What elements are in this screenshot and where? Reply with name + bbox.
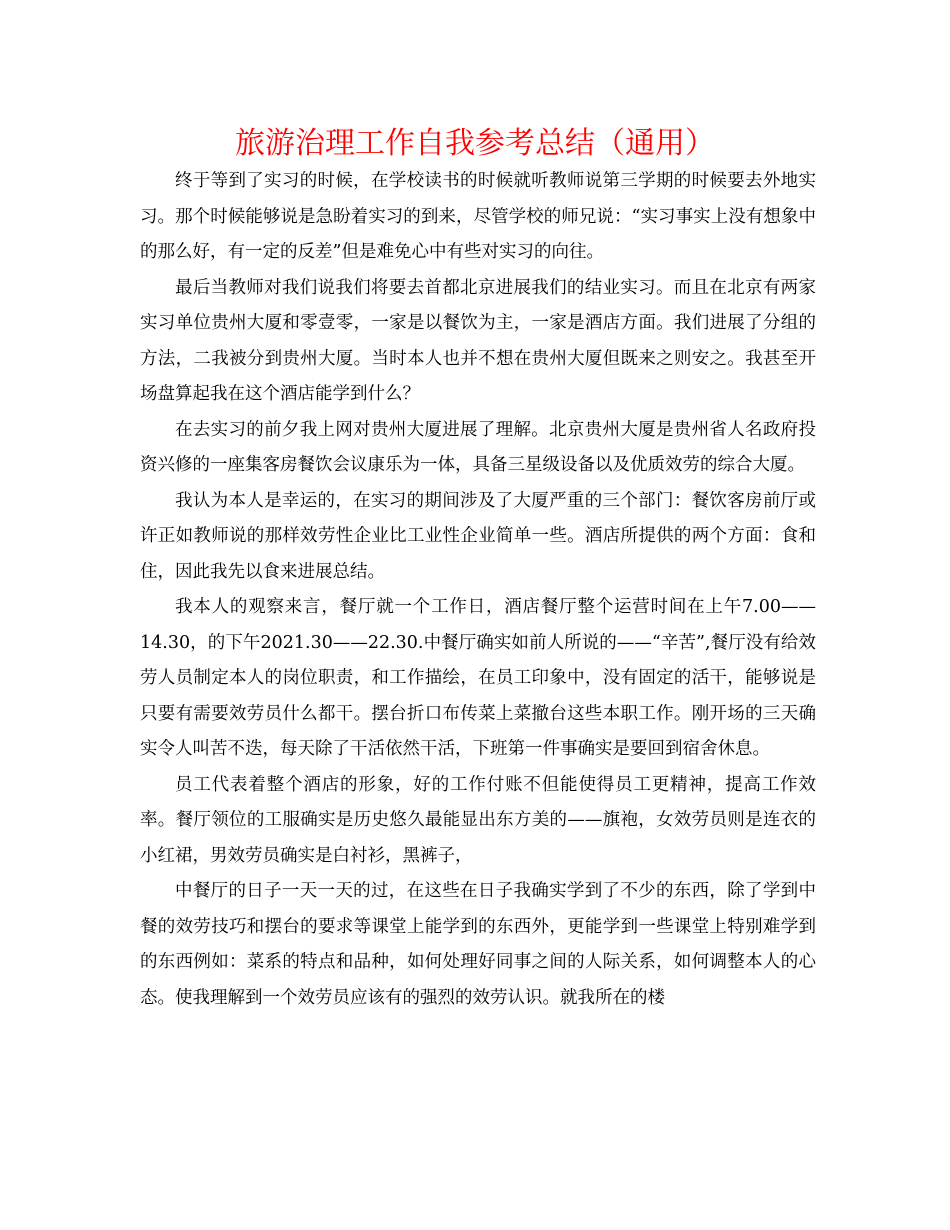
paragraph: 我认为本人是幸运的，在实习的期间涉及了大厦严重的三个部门：餐饮客房前厅或许正如教师说的那样效劳性企业比工业性企业简单一些。酒店所提供的两个方面：食和住，因此我先以食来进展总结。: [140, 490, 816, 582]
paragraph: 在去实习的前夕我上网对贵州大厦进展了理解。北京贵州大厦是贵州省人名政府投资兴修的一座集客房餐饮会议康乐为一体，具备三星级设备以及优质效劳的综合大厦。: [140, 419, 816, 475]
paragraph: 中餐厅的日子一天一天的过，在这些在日子我确实学到了不少的东西，除了学到中餐的效劳技巧和摆台的要求等课堂上能学到的东西外，更能学到一些课堂上特别难学到的东西例如：菜系的特点和品种，如何处理好同事之间的人际关系，如何调整本人的心态。使我理解到一个效劳员应该有的强烈的效劳认识。就我所在的楼: [140, 881, 816, 1008]
paragraph: 终于等到了实习的时候，在学校读书的时候就听教师说第三学期的时候要去外地实习。那个时候能够说是急盼着实习的到来，尽管学校的师兄说：“实习事实上没有想象中的那么好，有一定的反差”但是难免心中有些对实习的向往。: [140, 171, 816, 262]
paragraph: 我本人的观察来言，餐厅就一个工作日，酒店餐厅整个运营时间在上午7.00——14.30，的下午2021.30——22.30.中餐厅确实如前人所说的——“辛苦”,餐厅没有给效劳人员制定本人的岗位职责，和工作描绘，在员工印象中，没有固定的活干，能够说是只要有需要效劳员什么都干。摆台折口布传菜上菜撤台这些本职工作。刚开场的三天确实令人叫苦不迭，每天除了干活依然干活，下班第一件事确实是要回到宿舍休息。: [140, 597, 816, 759]
document-title: 旅游治理工作自我参考总结（通用）: [235, 126, 715, 161]
document-body: [140, 164, 816, 1016]
paragraph: 最后当教师对我们说我们将要去首都北京进展我们的结业实习。而且在北京有两家实习单位贵州大厦和零壹零，一家是以餐饮为主，一家是酒店方面。我们进展了分组的方法，二我被分到贵州大厦。当时本人也并不想在贵州大厦但既来之则安之。我甚至开场盘算起我在这个酒店能学到什么？: [140, 277, 816, 404]
paragraph: 员工代表着整个酒店的形象，好的工作付账不但能使得员工更精神，提高工作效率。餐厅领位的工服确实是历史悠久最能显出东方美的——旗袍，女效劳员则是连衣的小红裙，男效劳员确实是白衬衫，黑裤子，: [140, 774, 816, 866]
